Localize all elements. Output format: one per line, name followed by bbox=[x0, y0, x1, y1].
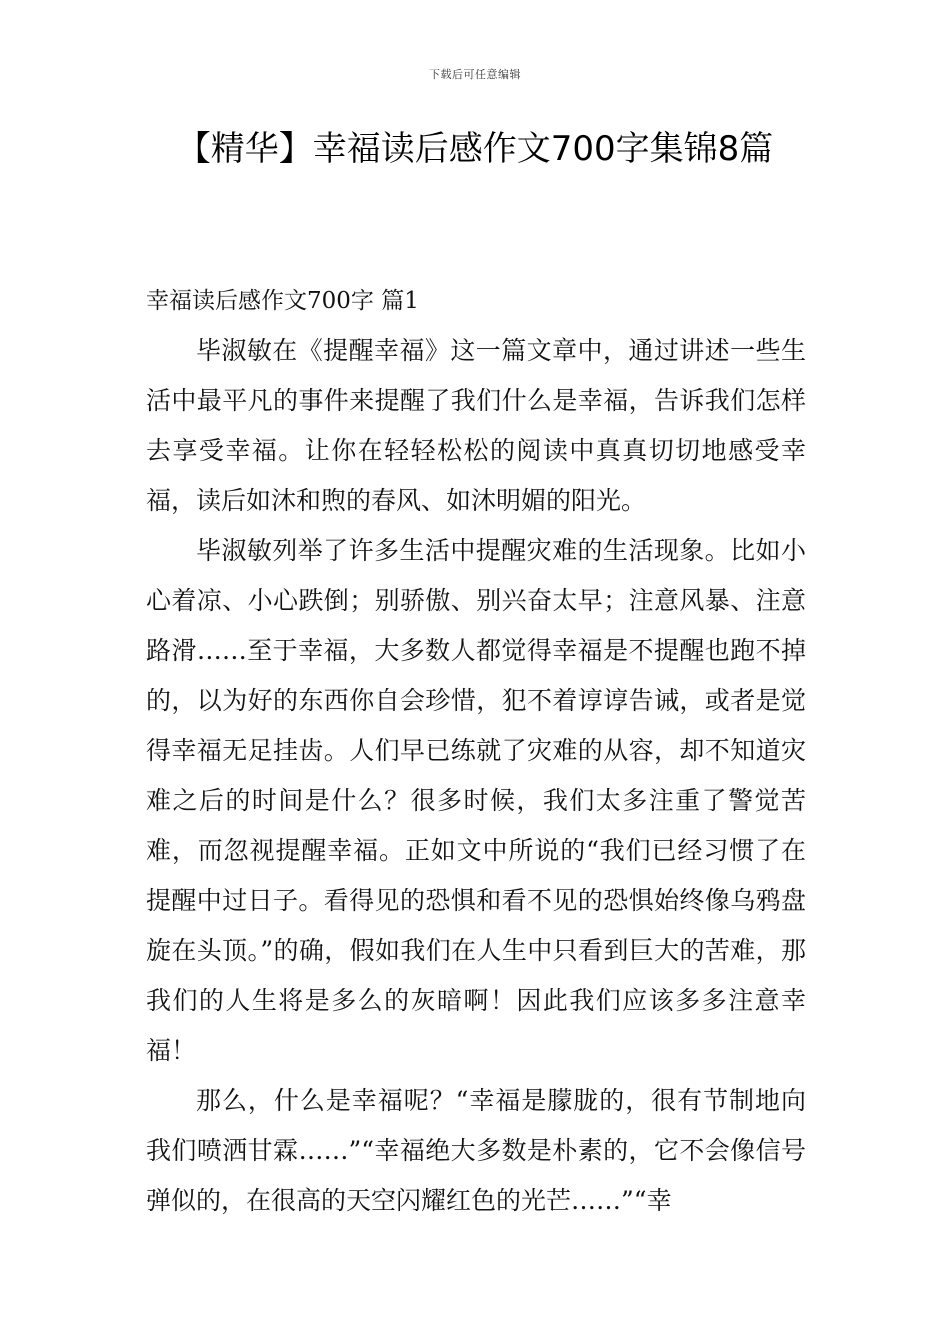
document-body bbox=[146, 276, 806, 1226]
section-heading: 幸福读后感作文700字 篇1 bbox=[146, 288, 419, 314]
document-title: 【精华】幸福读后感作文700字集锦8篇 bbox=[176, 129, 774, 169]
paragraph-1: 毕淑敏在《提醒幸福》这一篇文章中，通过讲述一些生活中最平凡的事件来提醒了我们什么是幸福，告诉我们怎样去享受幸福。让你在轻轻松松的阅读中真真切切地感受幸福，读后如沐和煦的春风、如沐明媚的阳光。 bbox=[146, 336, 806, 515]
header-note: 下载后可任意编辑 bbox=[429, 68, 521, 81]
paragraph-3: 那么，什么是幸福呢？“幸福是朦胧的，很有节制地向我们喷洒甘霖……”“幸福绝大多数是朴素的，它不会像信号弹似的，在很高的天空闪耀红色的光芒……”“幸 bbox=[146, 1086, 806, 1215]
paragraph-2: 毕淑敏列举了许多生活中提醒灾难的生活现象。比如小心着凉、小心跌倒；别骄傲、别兴奋太早；注意风暴、注意路滑……至于幸福，大多数人都觉得幸福是不提醒也跑不掉的，以为好的东西你自会珍惜，犯不着谆谆告诫，或者是觉得幸福无足挂齿。人们早已练就了灾难的从容，却不知道灾难之后的时间是什么？很多时候，我们太多注重了警觉苦难，而忽视提醒幸福。正如文中所说的“我们已经习惯了在提醒中过日子。看得见的恐惧和看不见的恐惧始终像乌鸦盘旋在头顶。”的确，假如我们在人生中只看到巨大的苦难，那我们的人生将是多么的灰暗啊！因此我们应该多多注意幸福！ bbox=[146, 536, 806, 1065]
